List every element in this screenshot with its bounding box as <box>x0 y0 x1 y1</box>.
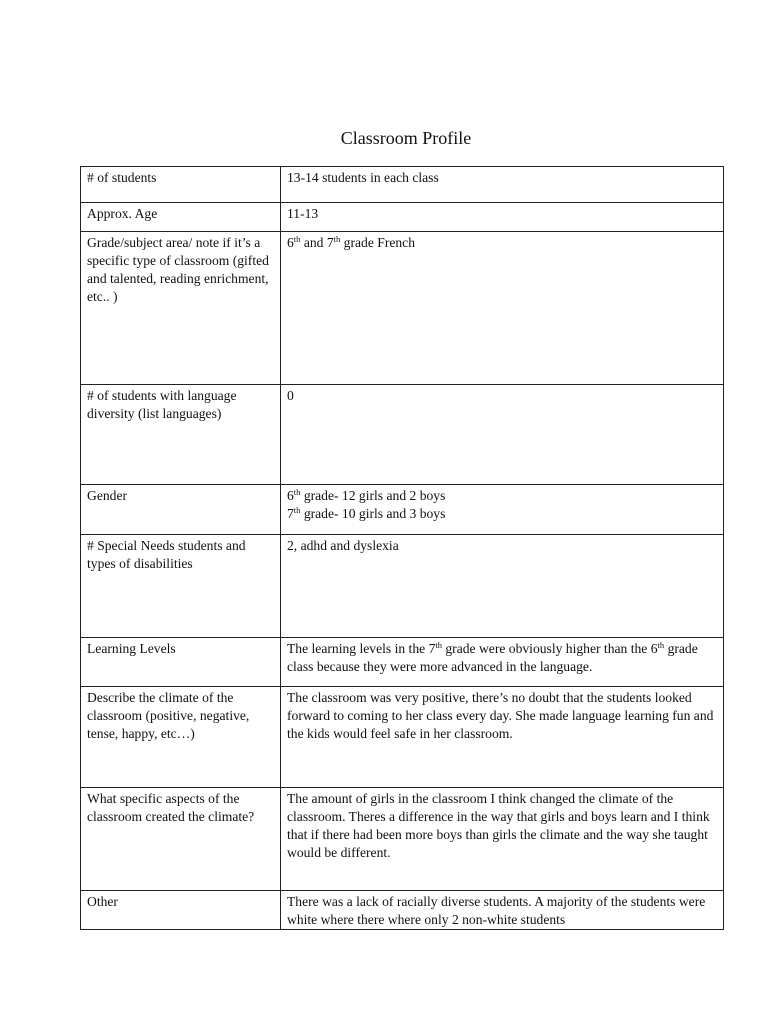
table-row-gender <box>81 485 724 535</box>
page-title: Classroom Profile <box>340 128 472 148</box>
row-label-language-diversity: # of students with language diversity (list languages) <box>81 385 281 485</box>
row-label-special-needs: # Special Needs students and types of disabilities <box>81 535 281 638</box>
row-value-climate: The classroom was very positive, there’s no doubt that the students looked forward to coming to her class every day. She made language learning fun and the kids would feel safe in her classroom. <box>281 687 724 788</box>
table-row-grade-subject <box>81 232 724 385</box>
row-label-climate: Describe the climate of the classroom (positive, negative, tense, happy, etc…) <box>81 687 281 788</box>
row-value-special-needs: 2, adhd and dyslexia <box>281 535 724 638</box>
row-value-num-students: 13-14 students in each class <box>281 167 724 203</box>
table-row-other <box>81 891 724 930</box>
table-row-climate-aspects <box>81 788 724 891</box>
table-row-climate <box>81 687 724 788</box>
row-label-gender: Gender <box>81 485 281 535</box>
classroom-profile-table <box>80 166 724 930</box>
row-label-other: Other <box>81 891 281 930</box>
row-value-language-diversity: 0 <box>281 385 724 485</box>
row-label-num-students: # of students <box>81 167 281 203</box>
row-value-climate-aspects: The amount of girls in the classroom I think changed the climate of the classroom. Theres a difference in the way that girls and boys learn and I think that if there had been more boys than girls the climate and the way she taught would be different. <box>281 788 724 891</box>
row-value-approx-age: 11-13 <box>281 203 724 232</box>
row-value-gender <box>281 485 724 535</box>
table-row-num-students <box>81 167 724 203</box>
row-label-approx-age: Approx. Age <box>81 203 281 232</box>
row-value-grade-subject: 6th and 7th grade French <box>281 232 724 385</box>
gender-line-6th: 6th grade- 12 girls and 2 boys <box>287 487 446 503</box>
gender-line-7th: 7th grade- 10 girls and 3 boys <box>287 505 446 521</box>
table-row-approx-age <box>81 203 724 232</box>
table-row-learning-levels <box>81 638 724 687</box>
row-label-learning-levels: Learning Levels <box>81 638 281 687</box>
row-label-grade-subject: Grade/subject area/ note if it’s a specific type of classroom (gifted and talented, reading enrichment, etc.. ) <box>81 232 281 385</box>
row-value-other: There was a lack of racially diverse students. A majority of the students were white where there where only 2 non-white students <box>281 891 724 930</box>
table-row-special-needs <box>81 535 724 638</box>
table-row-language-diversity <box>81 385 724 485</box>
row-value-learning-levels: The learning levels in the 7th grade were obviously higher than the 6th grade class because they were more advanced in the language. <box>281 638 724 687</box>
row-label-climate-aspects: What specific aspects of the classroom created the climate? <box>81 788 281 891</box>
